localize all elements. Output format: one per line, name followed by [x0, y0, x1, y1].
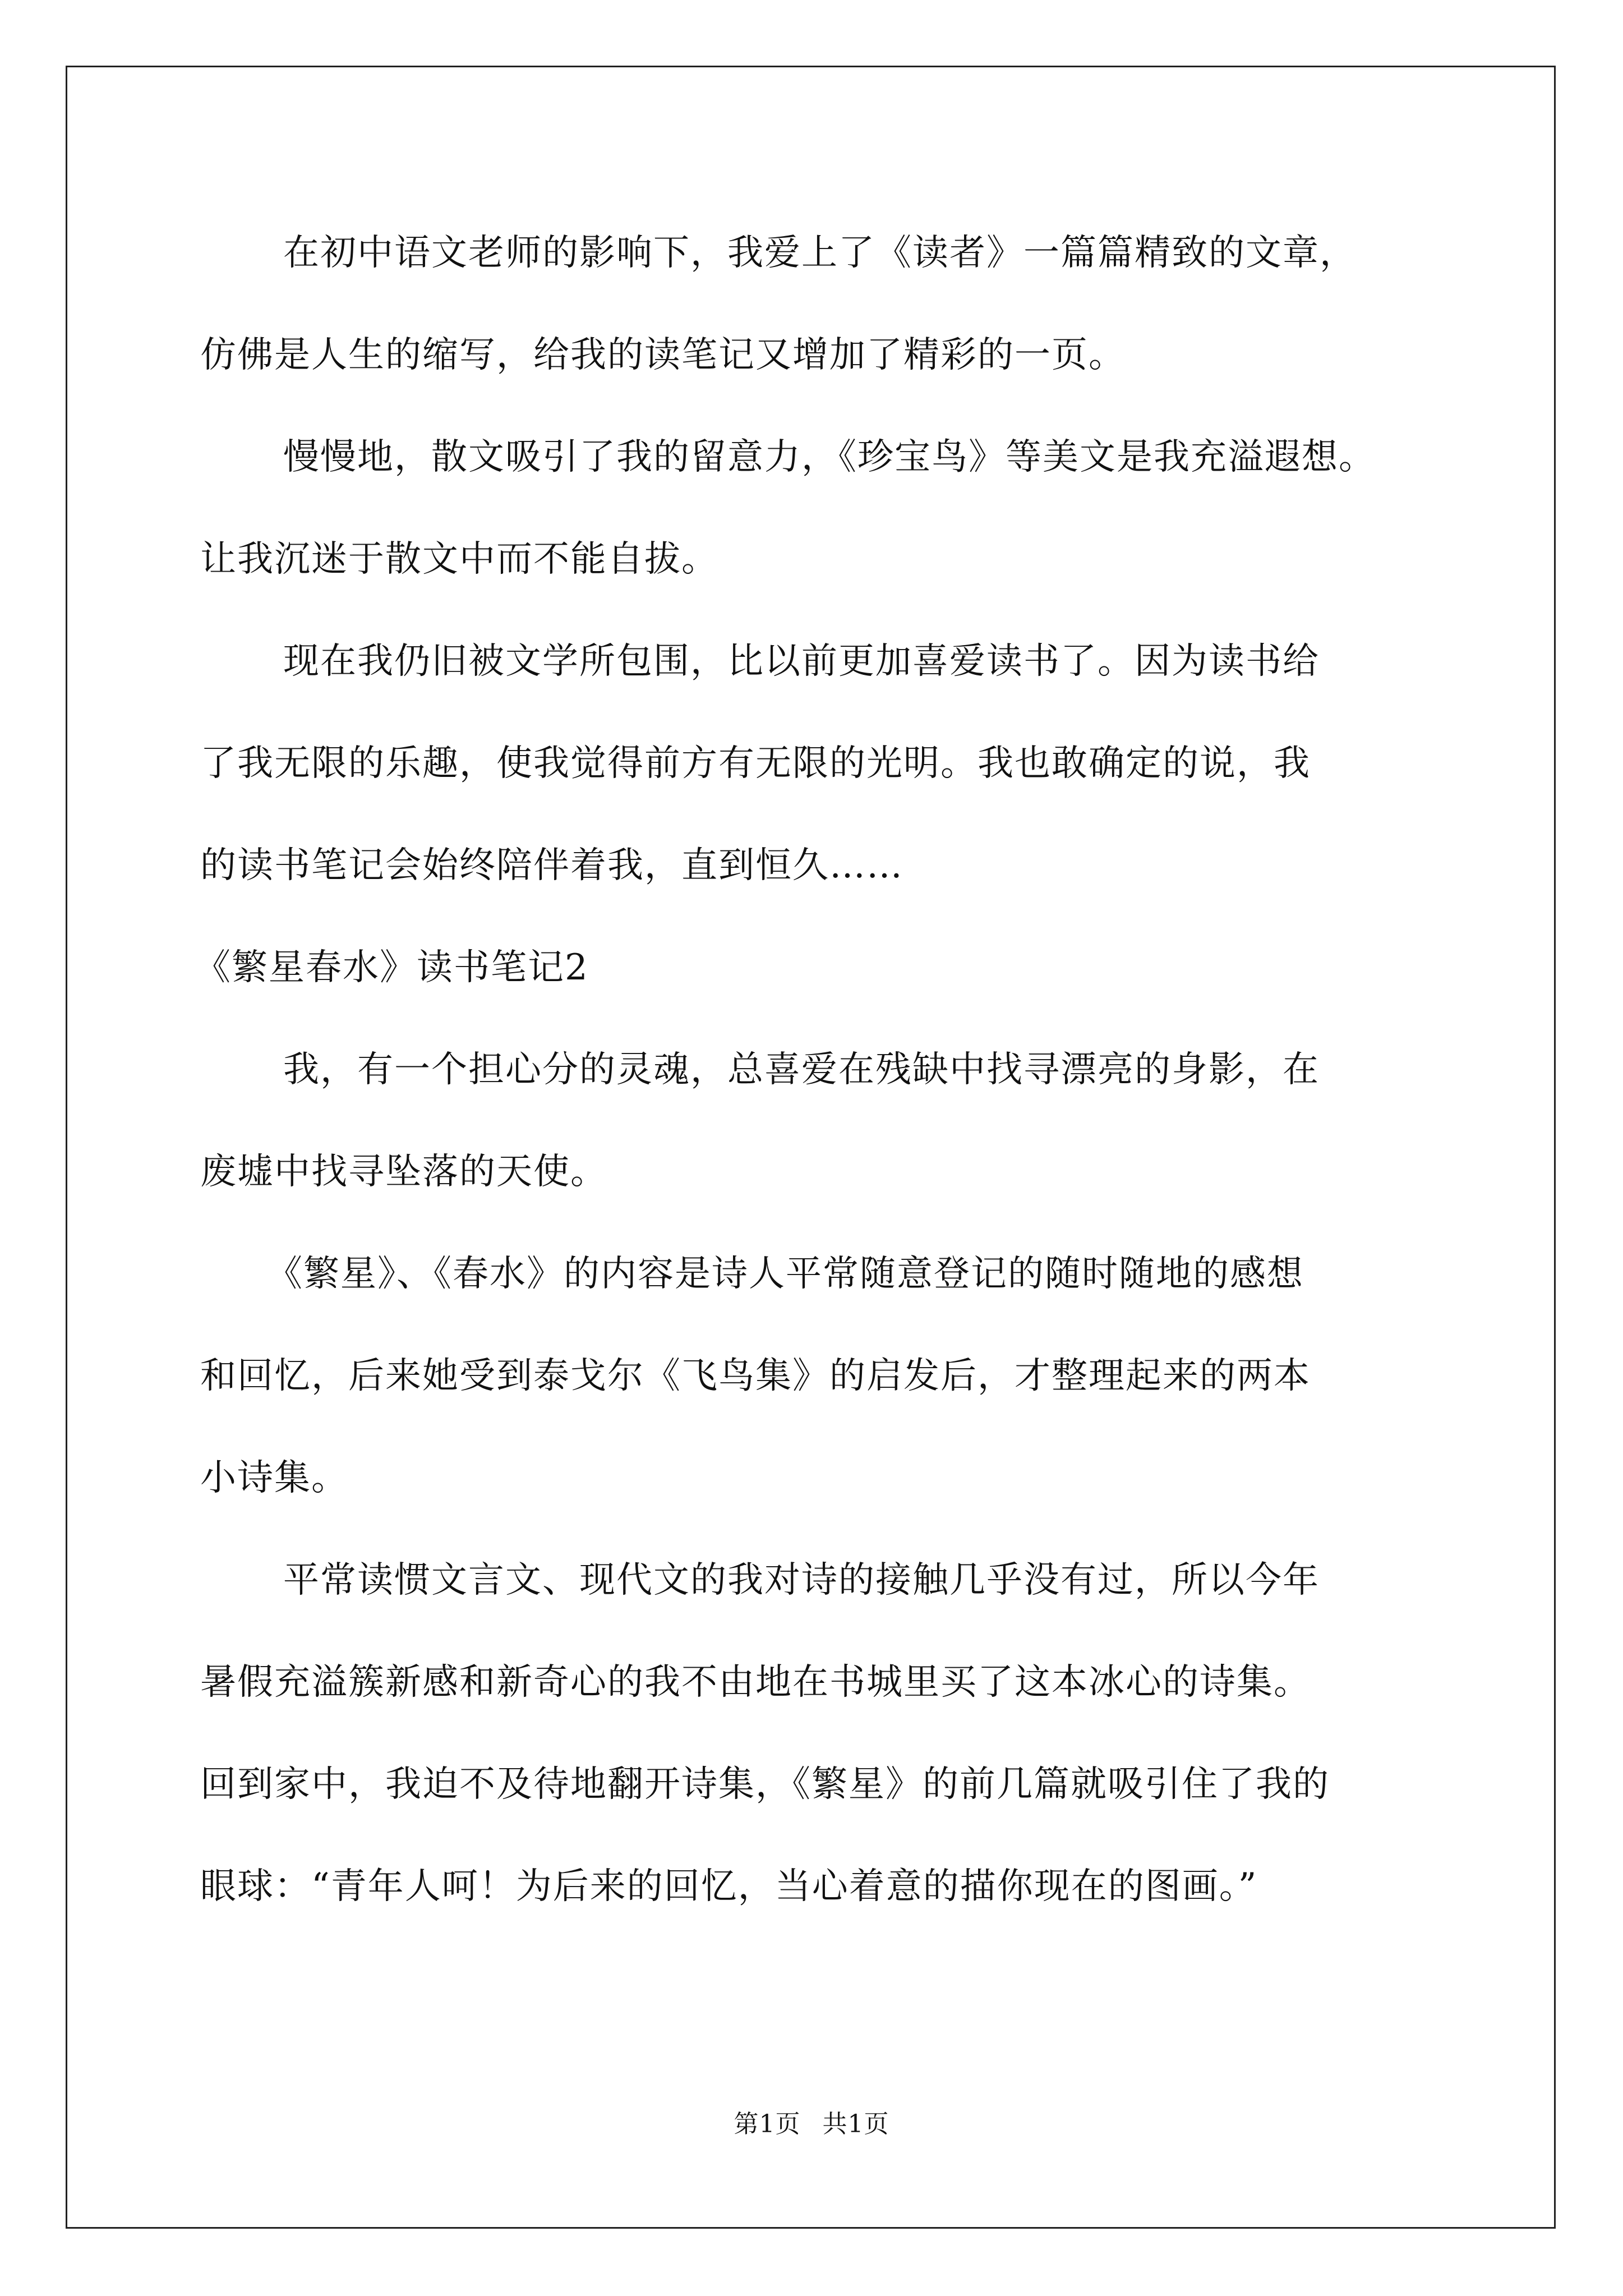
paragraph-3-line-2: 了我无限的乐趣，使我觉得前方有无限的光明。我也敢确定的说，我 [200, 743, 1311, 784]
paragraph-4-line-1: 我，有一个担心分的灵魂，总喜爱在残缺中找寻漂亮的身影，在 [283, 1049, 1320, 1091]
paragraph-4-line-2: 废墟中找寻坠落的天使。 [200, 1151, 607, 1193]
document-body [195, 202, 1434, 1938]
page-number-total: 共1页 [822, 2110, 889, 2138]
paragraph-3-line-1: 现在我仍旧被文学所包围，比以前更加喜爱读书了。因为读书给 [283, 641, 1320, 682]
page-number-current: 第1页 [734, 2110, 801, 2138]
paragraph-1-line-2: 仿佛是人生的缩写，给我的读笔记又增加了精彩的一页。 [200, 334, 1126, 376]
paragraph-6-line-4: 眼球：“青年人呵！为后来的回忆，当心着意的描你现在的图画。” [200, 1866, 1258, 1907]
paragraph-6-line-2: 暑假充溢簇新感和新奇心的我不由地在书城里买了这本冰心的诗集。 [200, 1662, 1311, 1703]
paragraph-3-line-3: 的读书笔记会始终陪伴着我，直到恒久…… [200, 845, 903, 886]
paragraph-6-line-3: 回到家中，我迫不及待地翻开诗集，《繁星》的前几篇就吸引住了我的 [200, 1764, 1330, 1805]
page-footer [0, 2104, 1623, 2139]
paragraph-6-line-1: 平常读惯文言文、现代文的我对诗的接触几乎没有过，所以今年 [283, 1559, 1320, 1601]
paragraph-5-line-1: 《繁星》、《春水》的内容是诗人平常随意登记的随时随地的感想 [266, 1253, 1304, 1295]
paragraph-1-line-1: 在初中语文老师的影响下，我爱上了《读者》一篇篇精致的文章， [283, 232, 1357, 274]
paragraph-5-line-3: 小诗集。 [200, 1457, 348, 1499]
section-heading: 《繁星春水》读书笔记2 [195, 947, 589, 988]
paragraph-2-line-2: 让我沉迷于散文中而不能自拔。 [200, 539, 718, 580]
paragraph-5-line-2: 和回忆，后来她受到泰戈尔《飞鸟集》的启发后，才整理起来的两本 [200, 1355, 1311, 1397]
paragraph-2-line-1: 慢慢地，散文吸引了我的留意力，《珍宝鸟》等美文是我充溢遐想。 [283, 436, 1376, 478]
